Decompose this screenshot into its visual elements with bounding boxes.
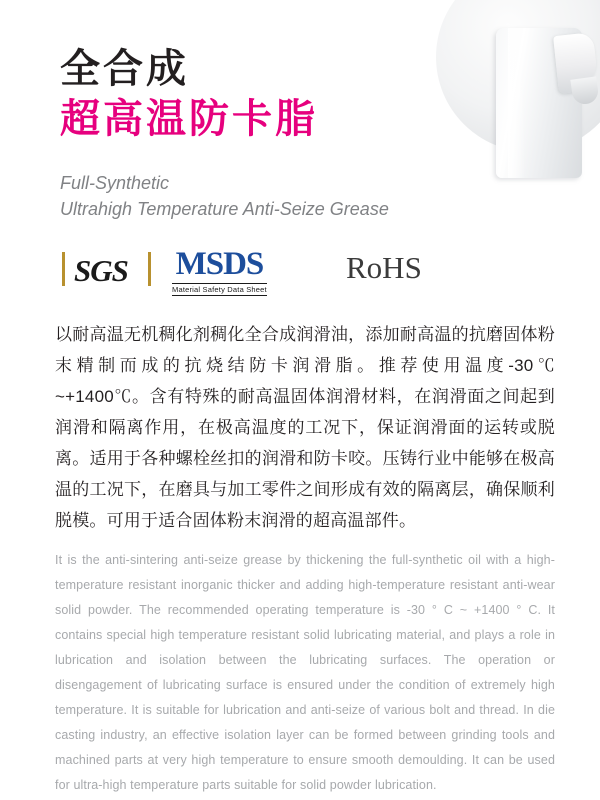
msds-logo-text: MSDS [175, 246, 264, 282]
description-chinese: 以耐高温无机稠化剂稠化全合成润滑油，添加耐高温的抗磨固体粉末精制而成的抗烧结防卡润滑脂。推荐使用温度-30℃ ~+1400℃。含有特殊的耐高温固体润滑材料，在润滑面之间起到润滑和隔离作用，在极高温度的工况下，保证润滑面的运转或脱离。适用于各种螺栓丝扣的润滑和防卡咬。压铸行业中能够在极高温的工况下，在磨具与加工零件之间形成有效的隔离层，确保顺利脱模。可用于适合固体粉末润滑的超高温部件。 [55, 325, 555, 530]
msds-logo [172, 248, 267, 296]
page-subtitle-en-line1: Full-Synthetic [60, 173, 170, 193]
certification-logos [60, 248, 480, 300]
page-subtitle-en-line2: Ultrahigh Temperature Anti-Seize Grease [60, 199, 389, 220]
sgs-right-bar-icon [148, 252, 151, 286]
sgs-left-bar-icon [62, 252, 65, 286]
msds-logo-subtitle: Material Safety Data Sheet [172, 285, 267, 294]
page-title-cn-primary: 全合成 [60, 47, 189, 91]
sgs-logo: SGS [74, 253, 128, 288]
description-english: It is the anti-sintering anti-seize grease by thickening the full-synthetic oil with a high-temperature resistant inorganic thicker and adding high-temperature resistant anti-wear solid powder. The recommended operating temperature is -30 ° C ~ +1400 ° C. It contains special high temperature resistant solid lubricating material, and plays a role in lubrication and isolation between the lubricating surfaces. The operation or disengagement of lubricating surface is ensured under the condition of extremely high temperature. It is suitable for lubrication and anti-seize of various bolt and thread. In die casting industry, an effective isolation layer can be formed between grinding tools and machined parts at very high temperature to ensure smooth demoulding. It can be used for ultra-high temperature parts suitable for solid powder lubrication. [55, 553, 555, 792]
page-subtitle-en [60, 170, 450, 222]
page-title-cn-secondary: 超高温防卡脂 [60, 97, 318, 141]
rohs-logo: RoHS [346, 250, 422, 285]
product-photo [430, 0, 600, 190]
title-block [60, 46, 450, 222]
